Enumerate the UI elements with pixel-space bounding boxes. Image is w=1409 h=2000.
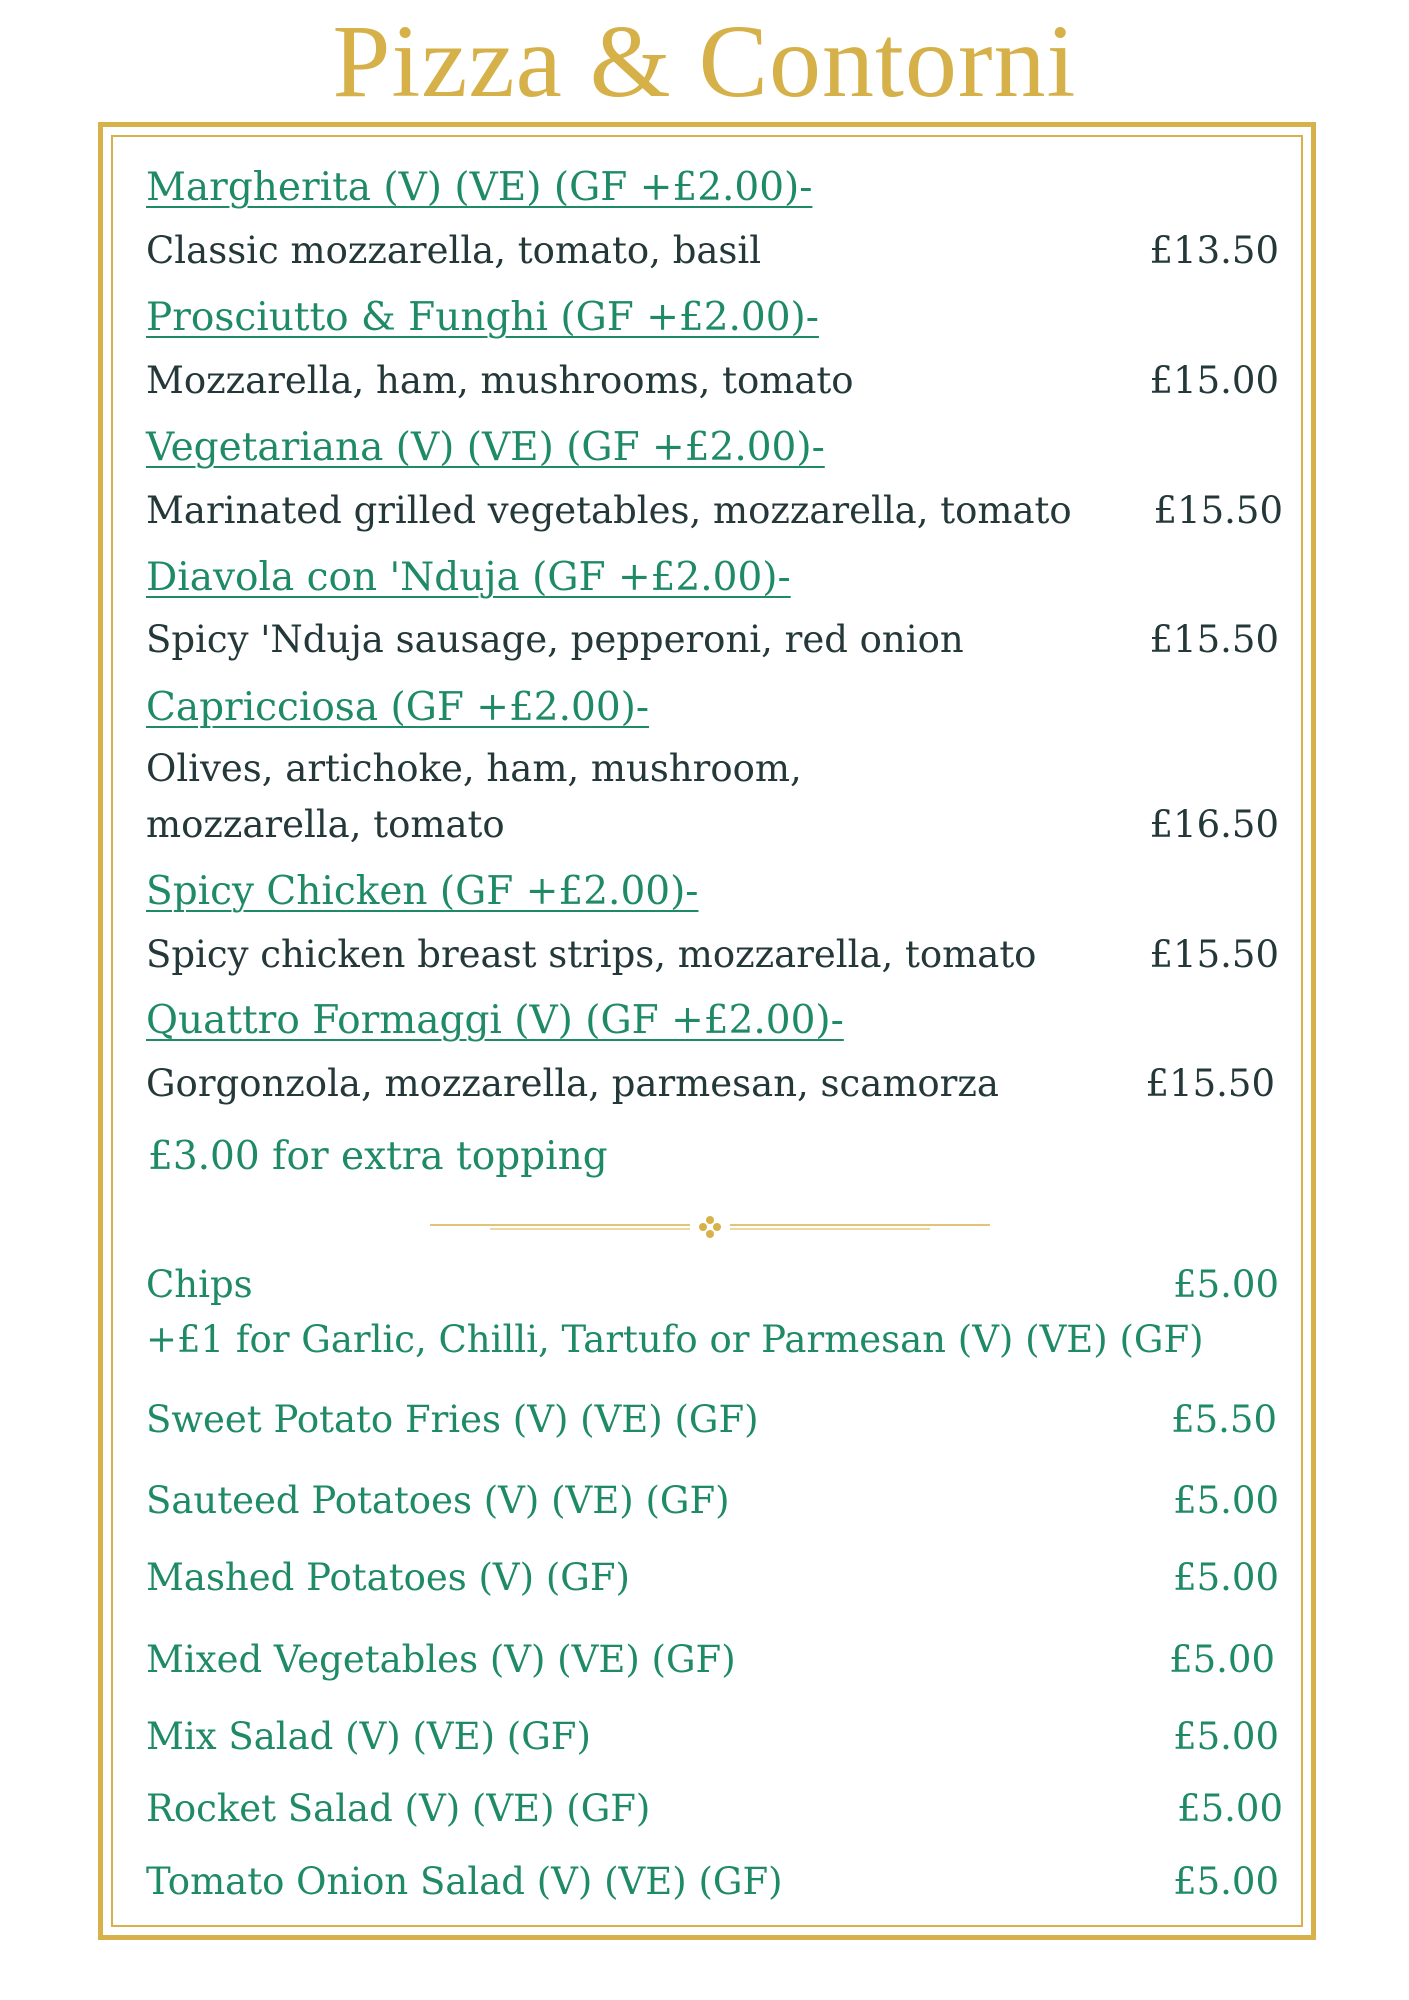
pizza-name-quattro-formaggi: Quattro Formaggi (V) (GF +£2.00)-	[146, 998, 844, 1043]
side-name-tomato-onion-salad: Tomato Onion Salad (V) (VE) (GF)	[146, 1860, 783, 1903]
pizza-price-diavola: £15.50	[1149, 618, 1279, 661]
side-price-rocket-salad: £5.00	[1177, 1787, 1283, 1830]
side-name-sweet-potato-fries: Sweet Potato Fries (V) (VE) (GF)	[146, 1398, 759, 1441]
side-name-chips: Chips	[146, 1263, 253, 1306]
pizza-price-margherita: £13.50	[1149, 229, 1279, 272]
side-name-chips-addon: +£1 for Garlic, Chilli, Tartufo or Parmesan (V) (VE) (GF)	[146, 1318, 1204, 1361]
pizza-name-prosciutto-funghi: Prosciutto & Funghi (GF +£2.00)-	[146, 295, 819, 340]
side-price-sweet-potato-fries: £5.50	[1171, 1398, 1277, 1441]
side-price-mix-salad: £5.00	[1173, 1715, 1279, 1758]
pizza-price-quattro-formaggi: £15.50	[1145, 1062, 1275, 1105]
pizza-desc-capricciosa-line2: mozzarella, tomato	[146, 803, 505, 846]
pizza-desc-margherita: Classic mozzarella, tomato, basil	[146, 229, 762, 272]
side-price-mixed-vegetables: £5.00	[1169, 1638, 1275, 1681]
pizza-price-vegetariana: £15.50	[1153, 489, 1283, 532]
pizza-desc-diavola: Spicy 'Nduja sausage, pepperoni, red onion	[146, 618, 964, 661]
side-name-mix-salad: Mix Salad (V) (VE) (GF)	[146, 1715, 591, 1758]
side-name-mashed-potatoes: Mashed Potatoes (V) (GF)	[146, 1556, 630, 1599]
pizza-name-margherita: Margherita (V) (VE) (GF +£2.00)-	[146, 165, 813, 210]
fleur-ornament-icon	[699, 1216, 721, 1238]
side-price-mashed-potatoes: £5.00	[1173, 1556, 1279, 1599]
side-name-rocket-salad: Rocket Salad (V) (VE) (GF)	[146, 1787, 651, 1830]
side-price-tomato-onion-salad: £5.00	[1173, 1860, 1279, 1903]
side-name-sauteed-potatoes: Sauteed Potatoes (V) (VE) (GF)	[146, 1479, 730, 1522]
pizza-price-prosciutto-funghi: £15.00	[1149, 359, 1279, 402]
pizza-desc-quattro-formaggi: Gorgonzola, mozzarella, parmesan, scamorza	[146, 1062, 999, 1105]
side-price-chips: £5.00	[1173, 1263, 1279, 1306]
pizza-name-vegetariana: Vegetariana (V) (VE) (GF +£2.00)-	[146, 425, 825, 470]
pizza-desc-capricciosa: Olives, artichoke, ham, mushroom,	[146, 747, 802, 790]
pizza-price-capricciosa: £16.50	[1149, 803, 1279, 846]
pizza-name-diavola: Diavola con 'Nduja (GF +£2.00)-	[146, 555, 791, 600]
pizza-price-spicy-chicken: £15.50	[1149, 933, 1279, 976]
pizza-name-capricciosa: Capricciosa (GF +£2.00)-	[146, 685, 650, 730]
pizza-desc-prosciutto-funghi: Mozzarella, ham, mushrooms, tomato	[146, 359, 854, 402]
page-title: Pizza & Contorni	[332, 4, 1077, 119]
side-price-sauteed-potatoes: £5.00	[1173, 1479, 1279, 1522]
pizza-name-spicy-chicken: Spicy Chicken (GF +£2.00)-	[146, 869, 699, 914]
extra-topping-note: £3.00 for extra topping	[148, 1134, 608, 1179]
ornament-divider	[430, 1212, 990, 1242]
pizza-desc-vegetariana: Marinated grilled vegetables, mozzarella, tomato	[146, 489, 1072, 532]
pizza-desc-spicy-chicken: Spicy chicken breast strips, mozzarella, tomato	[146, 933, 1037, 976]
side-name-mixed-vegetables: Mixed Vegetables (V) (VE) (GF)	[146, 1638, 736, 1681]
